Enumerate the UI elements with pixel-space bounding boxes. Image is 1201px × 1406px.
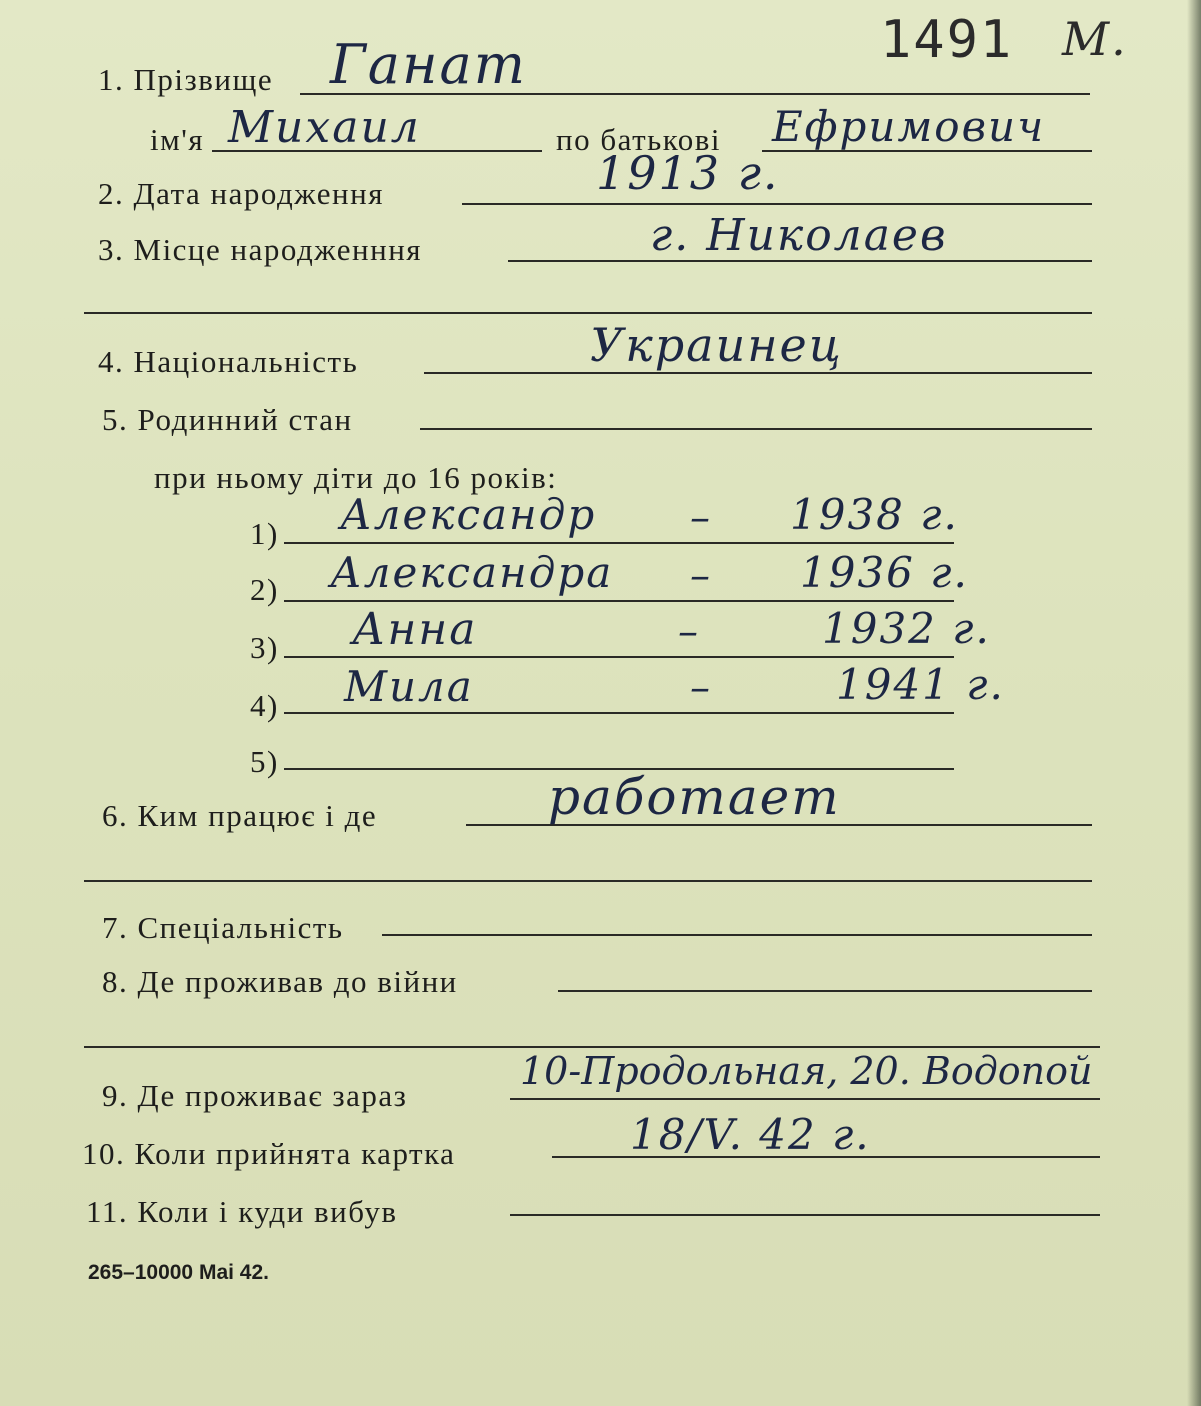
marital-status-line [420,428,1092,430]
work-extra-line [84,880,1092,882]
current-residence-label: 9. Де проживає зараз [102,1078,408,1113]
child-year: 1941 г. [836,660,1005,709]
child-dash: – [690,553,712,599]
name-label: ім'я [150,122,205,157]
nationality-label: 4. Національність [98,344,359,379]
name-value: Михаил [228,102,421,153]
birth-place-label: 3. Місце народженння [98,232,423,267]
child-name: Александр [340,490,597,539]
child-dash: – [678,609,700,655]
departure-label: 11. Коли і куди вибув [86,1194,398,1229]
birth-place-value: г. Николаев [650,210,948,261]
children-header: при ньому діти до 16 років: [154,460,558,495]
card-letter: М. [1062,12,1128,66]
child-year: 1938 г. [790,490,959,539]
prewar-residence-line [558,990,1092,992]
prewar-residence-extra-line [84,1046,1100,1048]
work-label: 6. Ким працює і де [102,798,378,833]
surname-value: Ганат [330,33,527,96]
nationality-line [424,372,1092,374]
work-value: работает [548,768,841,826]
child-name: Александра [330,548,614,597]
card-accepted-value: 18/V. 42 г. [630,1110,871,1159]
child-year: 1936 г. [800,548,969,597]
marital-status-label: 5. Родинний стан [102,402,353,437]
birth-place-extra-line [84,312,1092,314]
child-line [284,712,954,714]
current-residence-value: 10-Продольная, 20. Водопой [520,1049,1093,1093]
card-accepted-label: 10. Коли прийнята картка [82,1136,456,1171]
card-edge-shadow [1187,0,1201,1406]
child-number: 5) [250,744,279,779]
child-line [284,656,954,658]
birth-date-line [462,203,1092,205]
nationality-value: Украинец [590,318,843,372]
child-year: 1932 г. [822,604,991,653]
child-name: Мила [344,662,474,711]
card-number: 1491 [880,10,1014,70]
surname-label: 1. Прізвище [98,62,274,97]
current-residence-line [510,1098,1100,1100]
child-line [284,600,954,602]
print-code: 265–10000 Mai 42. [88,1261,269,1284]
child-number: 3) [250,630,279,665]
child-dash: – [690,665,712,711]
child-number: 4) [250,688,279,723]
birth-date-label: 2. Дата народження [98,176,384,211]
child-name: Анна [352,604,478,655]
birth-date-value: 1913 г. [596,146,780,200]
child-line [284,542,954,544]
specialty-line [382,934,1092,936]
prewar-residence-label: 8. Де проживав до війни [102,964,458,999]
child-number: 2) [250,572,279,607]
patronymic-value: Ефримович [772,102,1046,151]
specialty-label: 7. Спеціальність [102,910,344,945]
departure-line [510,1214,1100,1216]
patronymic-label: по батькові [556,122,721,157]
child-dash: – [690,495,712,541]
child-number: 1) [250,516,279,551]
